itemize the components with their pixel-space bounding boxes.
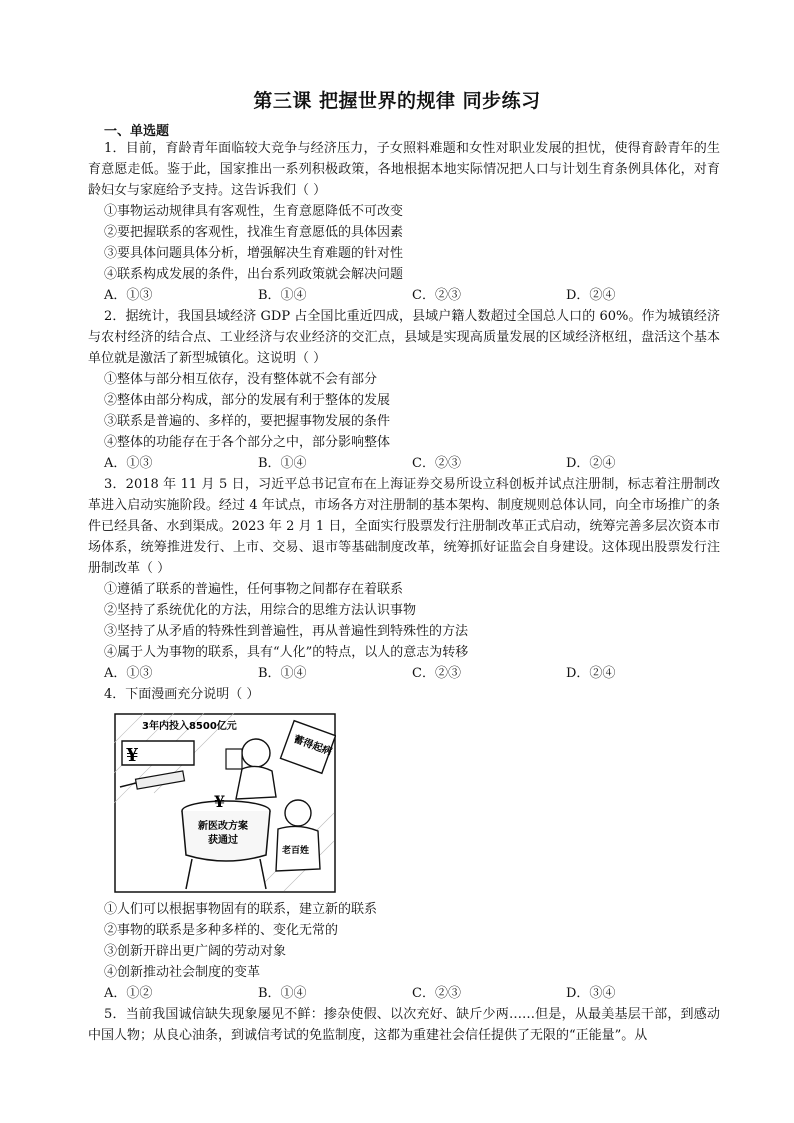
choice-b[interactable]: B．①④ <box>258 288 307 303</box>
statement-option: ②要把握联系的客观性，找准生育意愿低的具体因素 <box>104 225 404 240</box>
statement-option: ③坚持了从矛盾的特殊性到普遍性，再从普遍性到特殊性的方法 <box>104 624 469 639</box>
section-heading: 一、单选题 <box>104 124 170 139</box>
choice-b[interactable]: B．①④ <box>258 456 307 471</box>
choice-a[interactable]: A．①③ <box>104 456 153 471</box>
statement-option: ③创新开辟出更广阔的劳动对象 <box>104 944 287 959</box>
page-title: 第三课 把握世界的规律 同步练习 <box>253 90 541 112</box>
question-stem: 3．2018 年 11 月 5 日，习近平总书记宣布在上海证券交易所设立科创板并试点注册制，标志着注册制改革进入启动实施阶段。经过 4 年试点，市场各方对注册制的基本架构、制度规则总体认同，向全市场推广的条件已经具备、水到渠成。2023 年 2 月 1 日，全面实行股票发行注册制改革正式启动，统筹完善多层次资本市场体系，统筹推进发行、上市、交易、退市等基础制度改革，统筹抓好证监会自身建设。这体现出股票发行注册制改革（ ） <box>88 477 720 576</box>
question-2 <box>88 306 720 474</box>
person-text: 老百姓 <box>282 846 310 856</box>
answer-choices <box>104 663 720 684</box>
question-stem: 2．据统计，我国县域经济 GDP 占全国比重近四成，县域户籍人数超过全国总人口的 60%。作为城镇经济与农村经济的结合点、工业经济与农业经济的交汇点，县域是实现高质量发展的区域经济枢纽，盘活这个基本单位就是激活了新型城镇化。这说明（ ） <box>88 309 720 366</box>
choice-c[interactable]: C．②③ <box>412 986 461 1001</box>
answer-choices <box>104 453 720 474</box>
choice-d[interactable]: D．②④ <box>566 666 616 681</box>
choice-b[interactable]: B．①④ <box>258 666 307 681</box>
question-list <box>88 138 720 1046</box>
question-1 <box>88 138 720 306</box>
statement-option: ①人们可以根据事物固有的联系，建立新的联系 <box>104 902 378 917</box>
cartoon-caption-top: 3年内投入8500亿元 <box>142 721 237 732</box>
choice-a[interactable]: A．①② <box>104 986 153 1001</box>
choice-a[interactable]: A．①③ <box>104 666 153 681</box>
choice-c[interactable]: C．②③ <box>412 456 461 471</box>
statement-option: ④联系构成发展的条件，出台系列政策就会解决问题 <box>104 267 404 282</box>
choice-b[interactable]: B．①④ <box>258 986 307 1001</box>
question-stem: 1．目前，育龄青年面临较大竞争与经济压力，子女照料难题和女性对职业发展的担忧，使得育龄青年的生育意愿走低。鉴于此，国家推出一系列积极政策，各地根据本地实际情况把人口与计划生育条例具体化，对育龄妇女与家庭给予支持。这告诉我们（ ） <box>88 141 720 198</box>
sign-text: 蓄得起病 <box>291 734 334 759</box>
statement-option: ③要具体问题具体分析，增强解决生育难题的针对性 <box>104 246 404 261</box>
pot-text-1: 新医改方案 <box>198 821 248 832</box>
choice-c[interactable]: C．②③ <box>412 666 461 681</box>
statement-option: ②事物的联系是多种多样的、变化无常的 <box>104 923 339 938</box>
statement-option: ④创新推动社会制度的变革 <box>104 965 261 980</box>
statement-option: ④整体的功能存在于各个部分之中，部分影响整体 <box>104 435 391 450</box>
statement-option: ①整体与部分相互依存，没有整体就不会有部分 <box>104 372 378 387</box>
statement-option: ①遵循了联系的普遍性，任何事物之间都存在着联系 <box>104 582 404 597</box>
choice-a[interactable]: A．①③ <box>104 288 153 303</box>
choice-d[interactable]: D．③④ <box>566 986 616 1001</box>
question-5 <box>88 1004 720 1046</box>
statement-option: ②整体由部分构成，部分的发展有利于整体的发展 <box>104 393 391 408</box>
question-3 <box>88 474 720 684</box>
question-4 <box>88 684 720 1004</box>
cartoon-illustration <box>114 713 336 893</box>
question-stem: 4．下面漫画充分说明（ ） <box>104 687 260 702</box>
answer-choices <box>104 285 720 306</box>
statement-option: ③联系是普遍的、多样的，要把握事物发展的条件 <box>104 414 391 429</box>
statement-option: ④属于人为事物的联系，具有“人化”的特点，以人的意志为转移 <box>104 645 469 660</box>
statement-option: ②坚持了系统优化的方法，用综合的思维方法认识事物 <box>104 603 417 618</box>
pot-text-2: 获通过 <box>208 835 238 846</box>
choice-d[interactable]: D．②④ <box>566 288 616 303</box>
choice-c[interactable]: C．②③ <box>412 288 461 303</box>
yuan-icon: ¥ <box>126 745 139 766</box>
svg-text:¥: ¥ <box>214 792 226 811</box>
answer-choices <box>104 983 720 1004</box>
question-stem: 5．当前我国诚信缺失现象屡见不鲜：掺杂使假、以次充好、缺斤少两……但是，从最美基层干部，到感动中国人物；从良心油条，到诚信考试的免监制度，这都为重建社会信任提供了无限的“正能量”。从 <box>88 1007 720 1043</box>
choice-d[interactable]: D．②④ <box>566 456 616 471</box>
statement-option: ①事物运动规律具有客观性，生育意愿降低不可改变 <box>104 204 404 219</box>
